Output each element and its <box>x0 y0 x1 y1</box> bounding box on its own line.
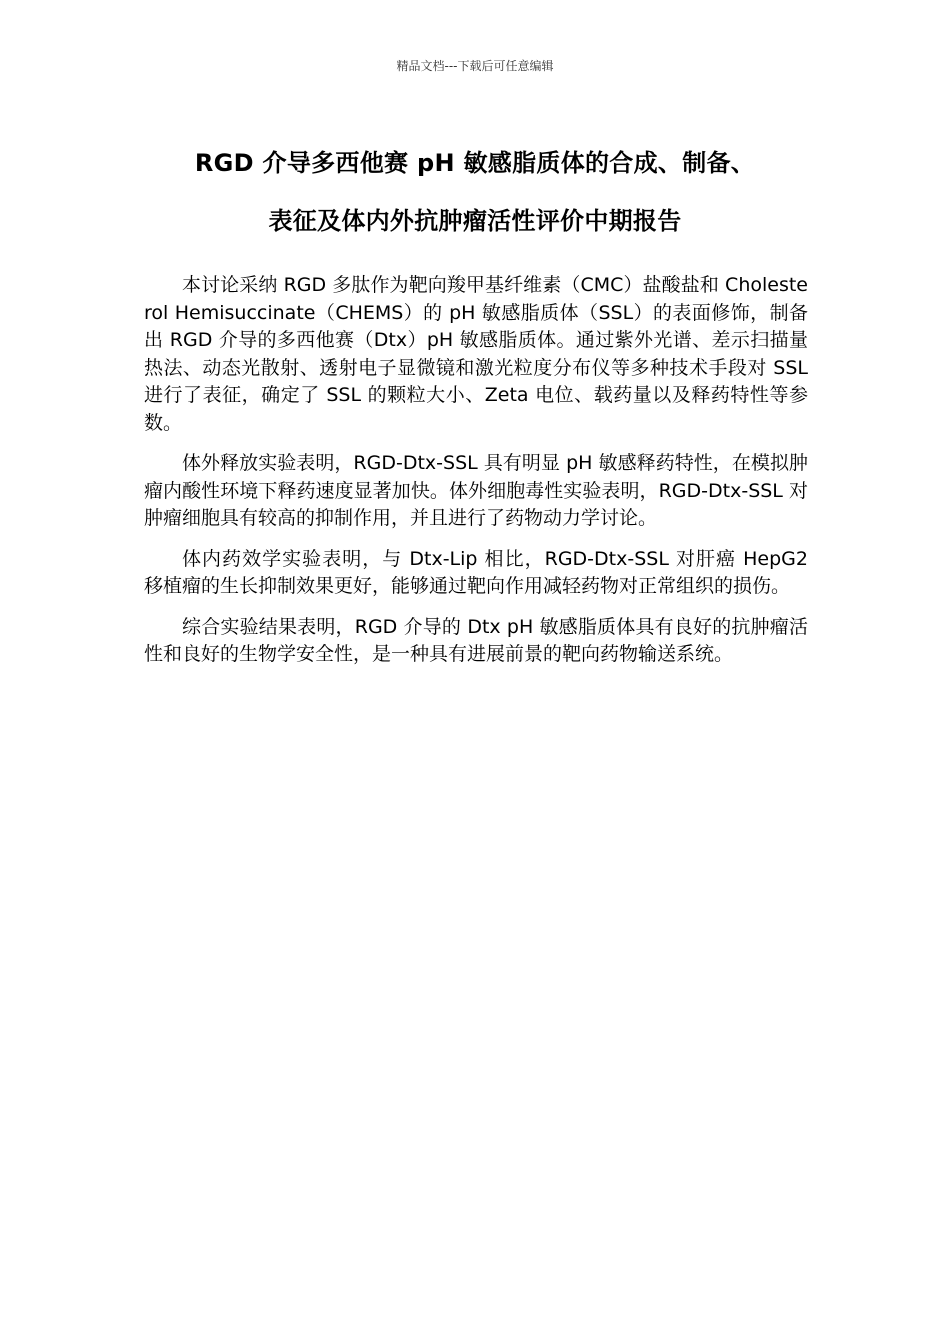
paragraph-1: 本讨论采纳 RGD 多肽作为靶向羧甲基纤维素（CMC）盐酸盐和 Cholesterol Hemisuccinate（CHEMS）的 pH 敏感脂质体（SSL）的表面修饰，制备出 RGD 介导的多西他赛（Dtx）pH 敏感脂质体。通过紫外光谱、差示扫描量热法、动态光散射、透射电子显微镜和激光粒度分布仪等多种技术手段对 SSL 进行了表征，确定了 SSL 的颗粒大小、Zeta 电位、载药量以及释药特性等参数。 <box>144 274 808 434</box>
header-note: 精品文档---下载后可任意编辑 <box>396 59 554 73</box>
title-line-1: RGD 介导多西他赛 pH 敏感脂质体的合成、制备、 <box>194 149 756 177</box>
title-line-2: 表征及体内外抗肿瘤活性评价中期报告 <box>268 207 682 235</box>
paragraph-2: 体外释放实验表明，RGD-Dtx-SSL 具有明显 pH 敏感释药特性，在模拟肿瘤内酸性环境下释药速度显著加快。体外细胞毒性实验表明，RGD-Dtx-SSL 对肿瘤细胞具有较高的抑制作用，并且进行了药物动力学讨论。 <box>144 452 808 529</box>
paragraph-4: 综合实验结果表明，RGD 介导的 Dtx pH 敏感脂质体具有良好的抗肿瘤活性和良好的生物学安全性，是一种具有进展前景的靶向药物输送系统。 <box>144 615 808 665</box>
paragraph-3: 体内药效学实验表明，与 Dtx-Lip 相比，RGD-Dtx-SSL 对肝癌 HepG2 移植瘤的生长抑制效果更好，能够通过靶向作用减轻药物对正常组织的损伤。 <box>144 547 808 597</box>
document-title <box>100 134 850 250</box>
document-body <box>144 272 808 682</box>
